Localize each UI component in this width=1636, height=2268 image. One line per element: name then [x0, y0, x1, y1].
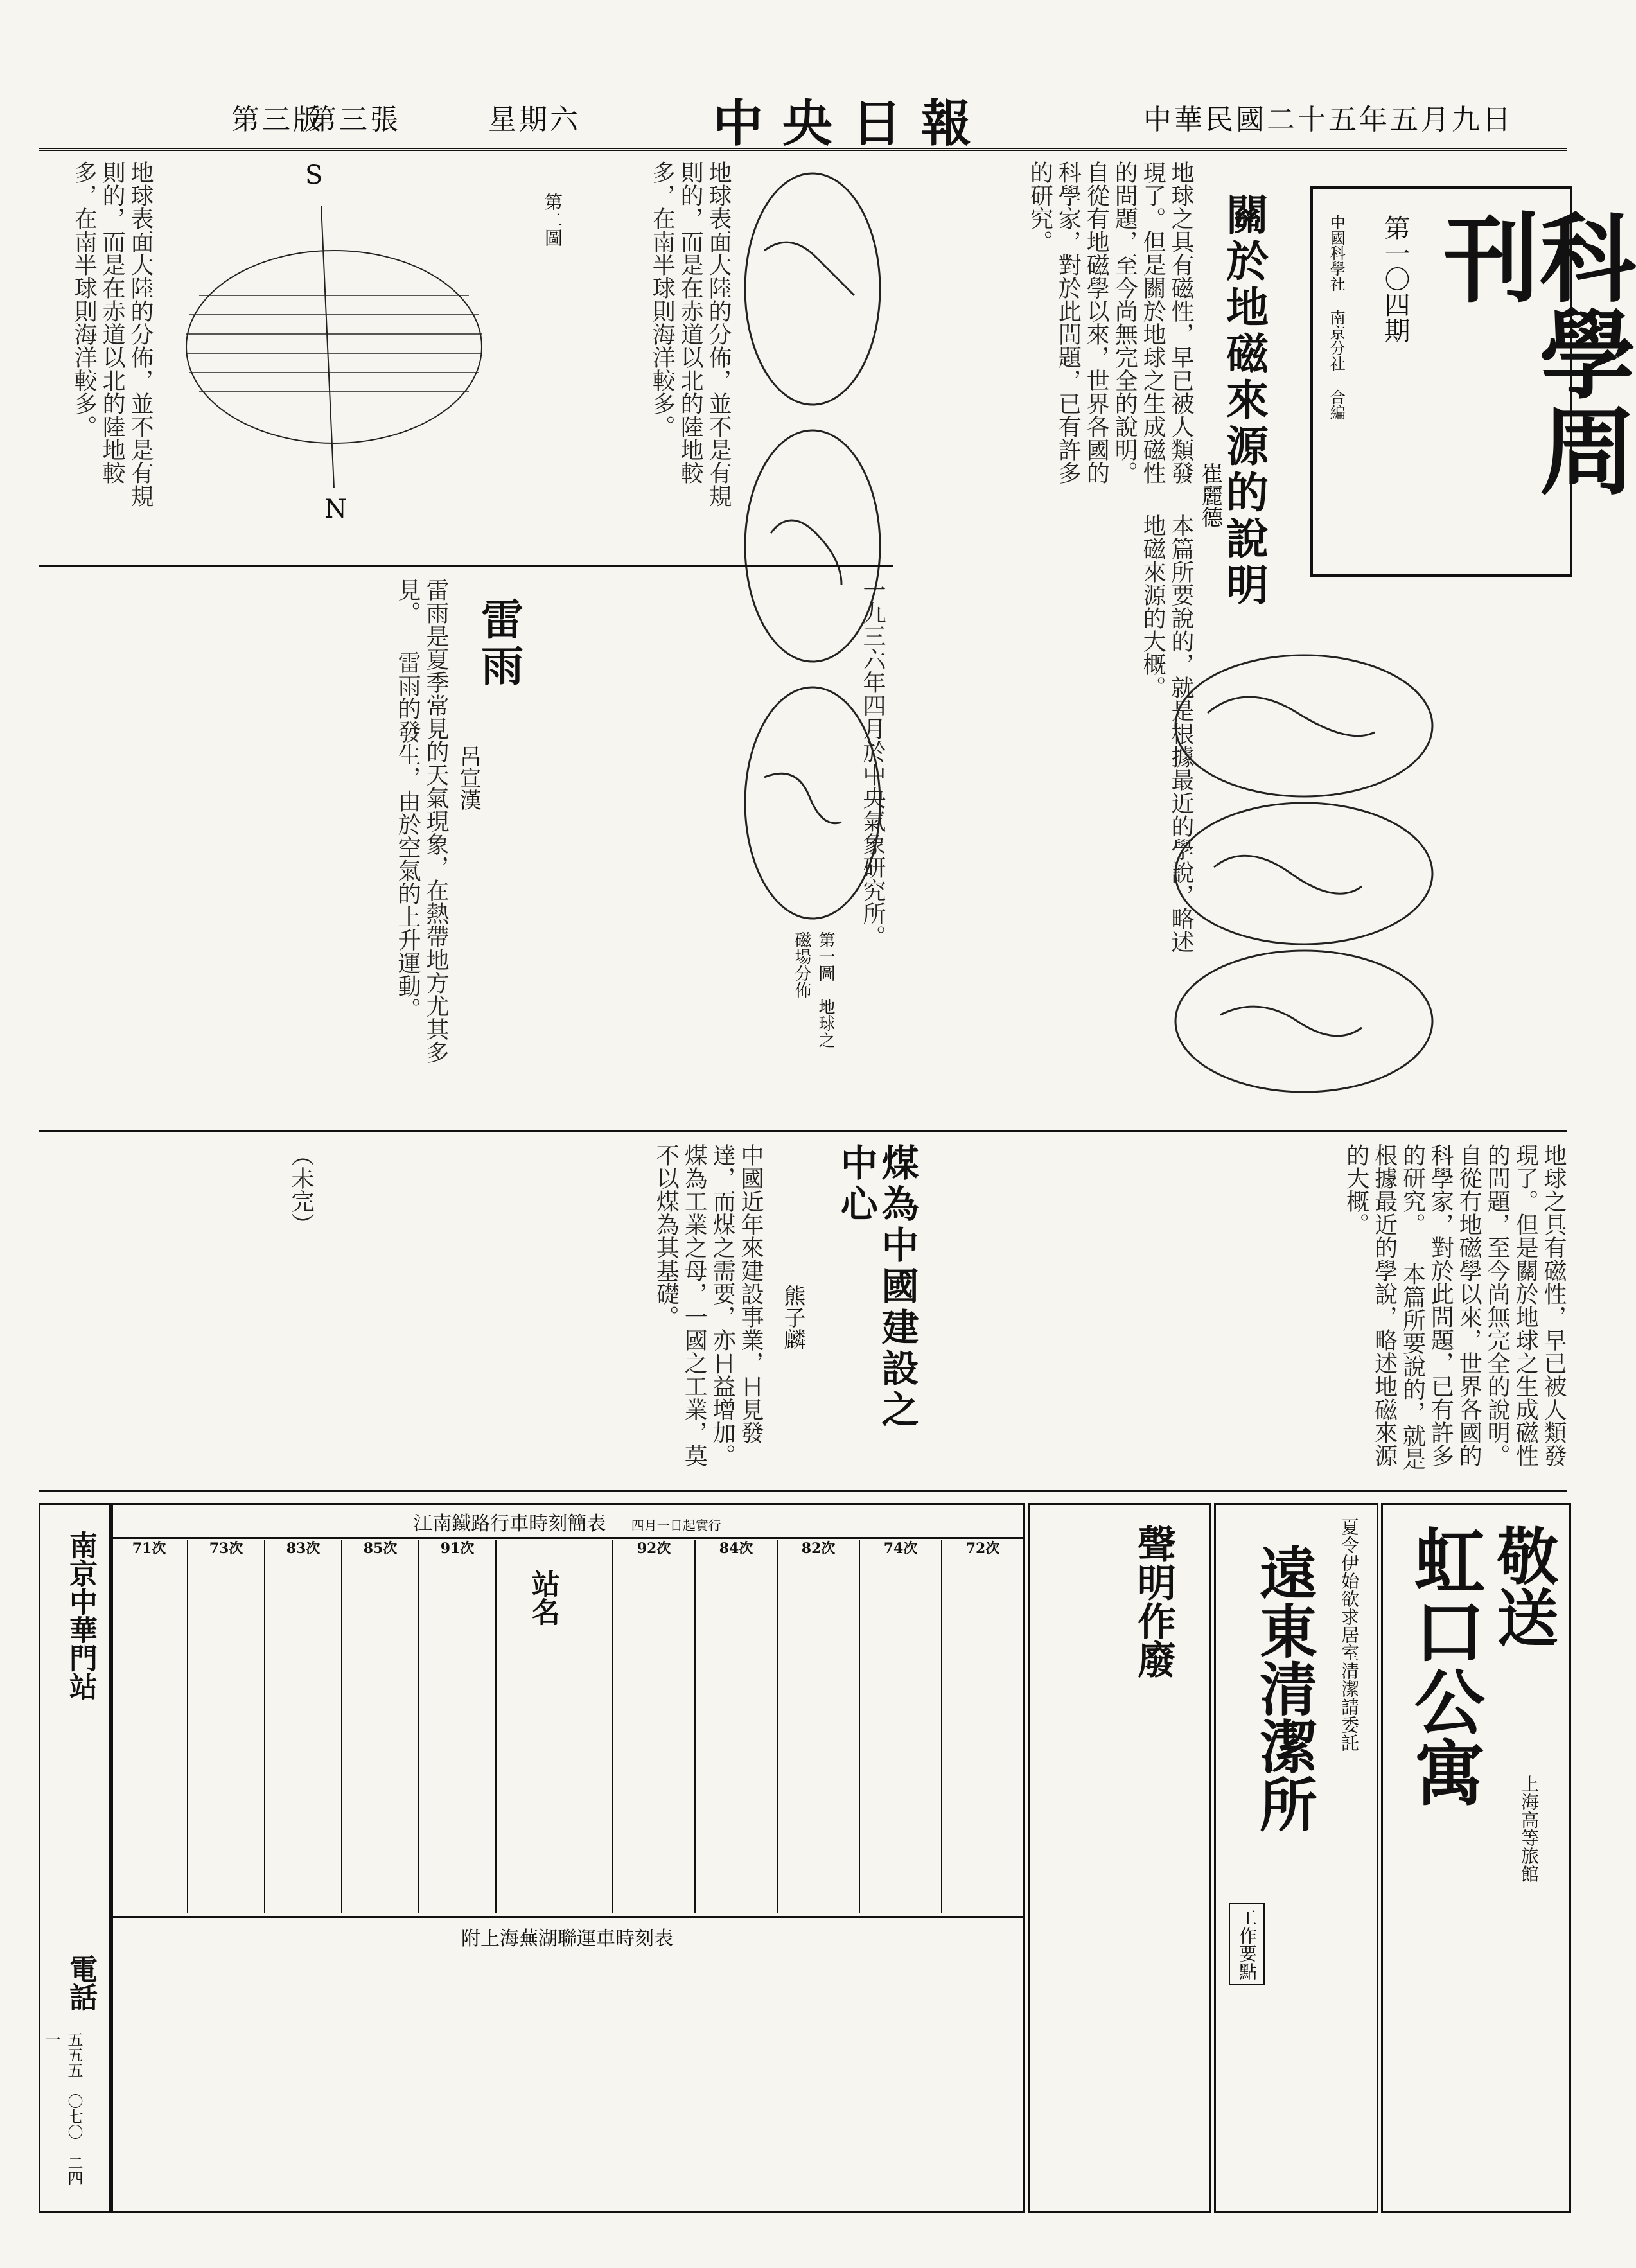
train-column: [694, 1540, 777, 1913]
ad-hongkou-name: 虹口公寓: [1403, 1524, 1486, 1807]
article2-paragraph: 雷雨是夏季常見的天氣現象，在熱帶地方尤其多見。: [394, 578, 449, 1064]
masthead-date: 中華民國二十五年五月九日: [1143, 103, 1513, 136]
article3-author: 熊子麟: [780, 1285, 805, 1350]
train-column: [188, 1540, 265, 1913]
article1-paragraph: 本篇所要說的，就是根據最近的學說，略述地磁來源的大概。: [1342, 1143, 1426, 1470]
ad-hongkou: [1381, 1503, 1571, 2213]
publisher-line: 南京分社: [1327, 310, 1346, 371]
side-phone: 五五五 〇七〇 二四一: [42, 2032, 83, 2186]
train-number: 82次: [801, 1540, 836, 1557]
publisher-line: 合編: [1327, 389, 1346, 420]
timetable-title: [111, 1508, 1023, 1536]
article1-body-1: [893, 161, 1195, 495]
masthead-weekday: 星期六: [488, 103, 581, 136]
article2-headline: 雷雨: [473, 597, 524, 690]
train-number: 91次: [440, 1540, 475, 1557]
timetable-sub-title: 附上海蕪湖聯運車時刻表: [461, 1928, 673, 1950]
article1-paragraph: 自從有地磁學以來，世界各國的科學家，對於此問題，已有許多的研究。: [1026, 161, 1110, 484]
article1-body-5: [899, 1143, 1567, 1477]
figure-1-caption: 第一圖 地球之磁場分佈: [792, 931, 835, 1048]
timetable-station-header: 站名: [527, 1569, 559, 1626]
article3-paragraph: 煤為工業之母，一國之工業，莫不以煤為其基礎。: [653, 1143, 708, 1467]
article2-body: [39, 578, 450, 1092]
ad-hongkou-heading: 敬送: [1487, 1524, 1560, 1648]
train-column: [941, 1540, 1023, 1913]
train-number: 92次: [637, 1540, 671, 1557]
side-station-name: 南京中華門站: [64, 1531, 97, 1700]
station-side-panel: [39, 1503, 113, 2213]
publisher-line: 中國科學社: [1327, 215, 1346, 292]
train-column: [265, 1540, 342, 1913]
train-column: [859, 1540, 941, 1913]
masthead-edition: 第三版: [231, 103, 324, 136]
timetable-rule-2: [111, 1916, 1023, 1918]
train-number: 74次: [883, 1540, 918, 1557]
article2-paragraph: 一九三六年四月於中央氣象研究所。: [859, 578, 886, 948]
train-column: [419, 1540, 497, 1913]
rule-lower: [39, 1490, 1567, 1492]
ad-cleaning-sub: 夏令伊始欲求居室清潔請委託: [1339, 1518, 1360, 1752]
article1-paragraph: 地球之具有磁性，早已被人類發現了。但是關於地球之生成磁性的問題，至今尚無完全的說明。: [1111, 161, 1194, 484]
section-title-box: [1310, 186, 1636, 577]
article3-paragraph: 中國近年來建設事業，日見發達，而煤之需要，亦日益增加。: [709, 1143, 764, 1467]
figure-2-label-s: S: [305, 161, 323, 190]
article2-paragraph: 雷雨的發生，由於空氣的上升運動。: [394, 651, 421, 1021]
timetable-right-trains: [612, 1540, 1023, 1913]
article1-body-3: [565, 161, 732, 520]
ad-cleaning-notice: [1028, 1503, 1211, 2213]
side-phone-label: 電話: [64, 1955, 97, 2011]
article1-body-2: [893, 514, 1195, 963]
masthead-sheet: 第三張: [308, 103, 401, 136]
article1-author: 崔麗德: [1197, 462, 1223, 528]
ad-notice-heading: 聲明作廢: [1131, 1524, 1176, 1678]
train-number: 84次: [719, 1540, 753, 1557]
train-column: [777, 1540, 859, 1913]
train-column: [342, 1540, 419, 1913]
figure-continents: [1156, 642, 1452, 1092]
train-number: 72次: [965, 1540, 1000, 1557]
train-number: 83次: [286, 1540, 321, 1557]
article1-headline: 關於地磁來源的說明: [1218, 193, 1269, 609]
figure-2-field-diagram: [161, 180, 507, 514]
ad-cleaning-tag: 工作要點: [1229, 1903, 1265, 1985]
ad-cleaning-name: 遠東清潔所: [1249, 1543, 1317, 1833]
figure-2-label-n: N: [324, 495, 347, 524]
article2-body-right: [514, 578, 886, 1092]
timetable-rule: [111, 1537, 1023, 1539]
article3-body-left: [39, 1143, 315, 1477]
train-number: 85次: [363, 1540, 398, 1557]
masthead: [39, 77, 1567, 151]
article1-body-4: [39, 161, 154, 520]
ad-hongkou-small: 上海高等旅館: [1518, 1775, 1540, 1883]
train-column: [612, 1540, 694, 1913]
article1-paragraph: 地球表面大陸的分佈，並不是有規則的，而是在赤道以北的陸地較多，在南半球則海洋較多。: [71, 161, 154, 507]
train-column: [111, 1540, 188, 1913]
rule-top-left: [39, 565, 893, 567]
article1-paragraph: 本篇所要說的，就是根據最近的學說，略述地磁來源的大概。: [1139, 514, 1194, 953]
railway-timetable: [109, 1503, 1025, 2213]
timetable-left-trains: [111, 1540, 497, 1913]
article2-author: 呂宣漢: [455, 745, 481, 811]
rule-middle: [39, 1130, 1567, 1132]
train-number: 71次: [132, 1540, 166, 1557]
article1-paragraph: 自從有地磁學以來，世界各國的科學家，對於此問題，已有許多的研究。: [1399, 1143, 1482, 1467]
article3-paragraph: （未完）: [288, 1143, 314, 1236]
train-number: 73次: [209, 1540, 243, 1557]
article1-paragraph: 地球表面大陸的分佈，並不是有規則的，而是在赤道以北的陸地較多，在南半球則海洋較多。: [649, 161, 732, 507]
timetable-title-text: 江南鐵路行車時刻簡表: [413, 1513, 606, 1535]
section-publisher: [1326, 215, 1346, 549]
ad-cleaning: [1214, 1503, 1378, 2213]
section-issue: 第一〇四期: [1380, 215, 1410, 343]
section-title: 科學周刊: [1427, 208, 1636, 497]
masthead-title: 中央日報: [713, 94, 991, 153]
article3-body: [321, 1143, 764, 1477]
figure-2-caption: 第二圖: [542, 193, 563, 247]
article3-headline: 煤為中國建設之中心: [834, 1143, 919, 1431]
timetable-effective: 四月一日起實行: [631, 1518, 721, 1533]
article1-paragraph: 地球之具有磁性，早已被人類發現了。但是關於地球之生成磁性的問題，至今尚無完全的說明。: [1484, 1143, 1567, 1467]
